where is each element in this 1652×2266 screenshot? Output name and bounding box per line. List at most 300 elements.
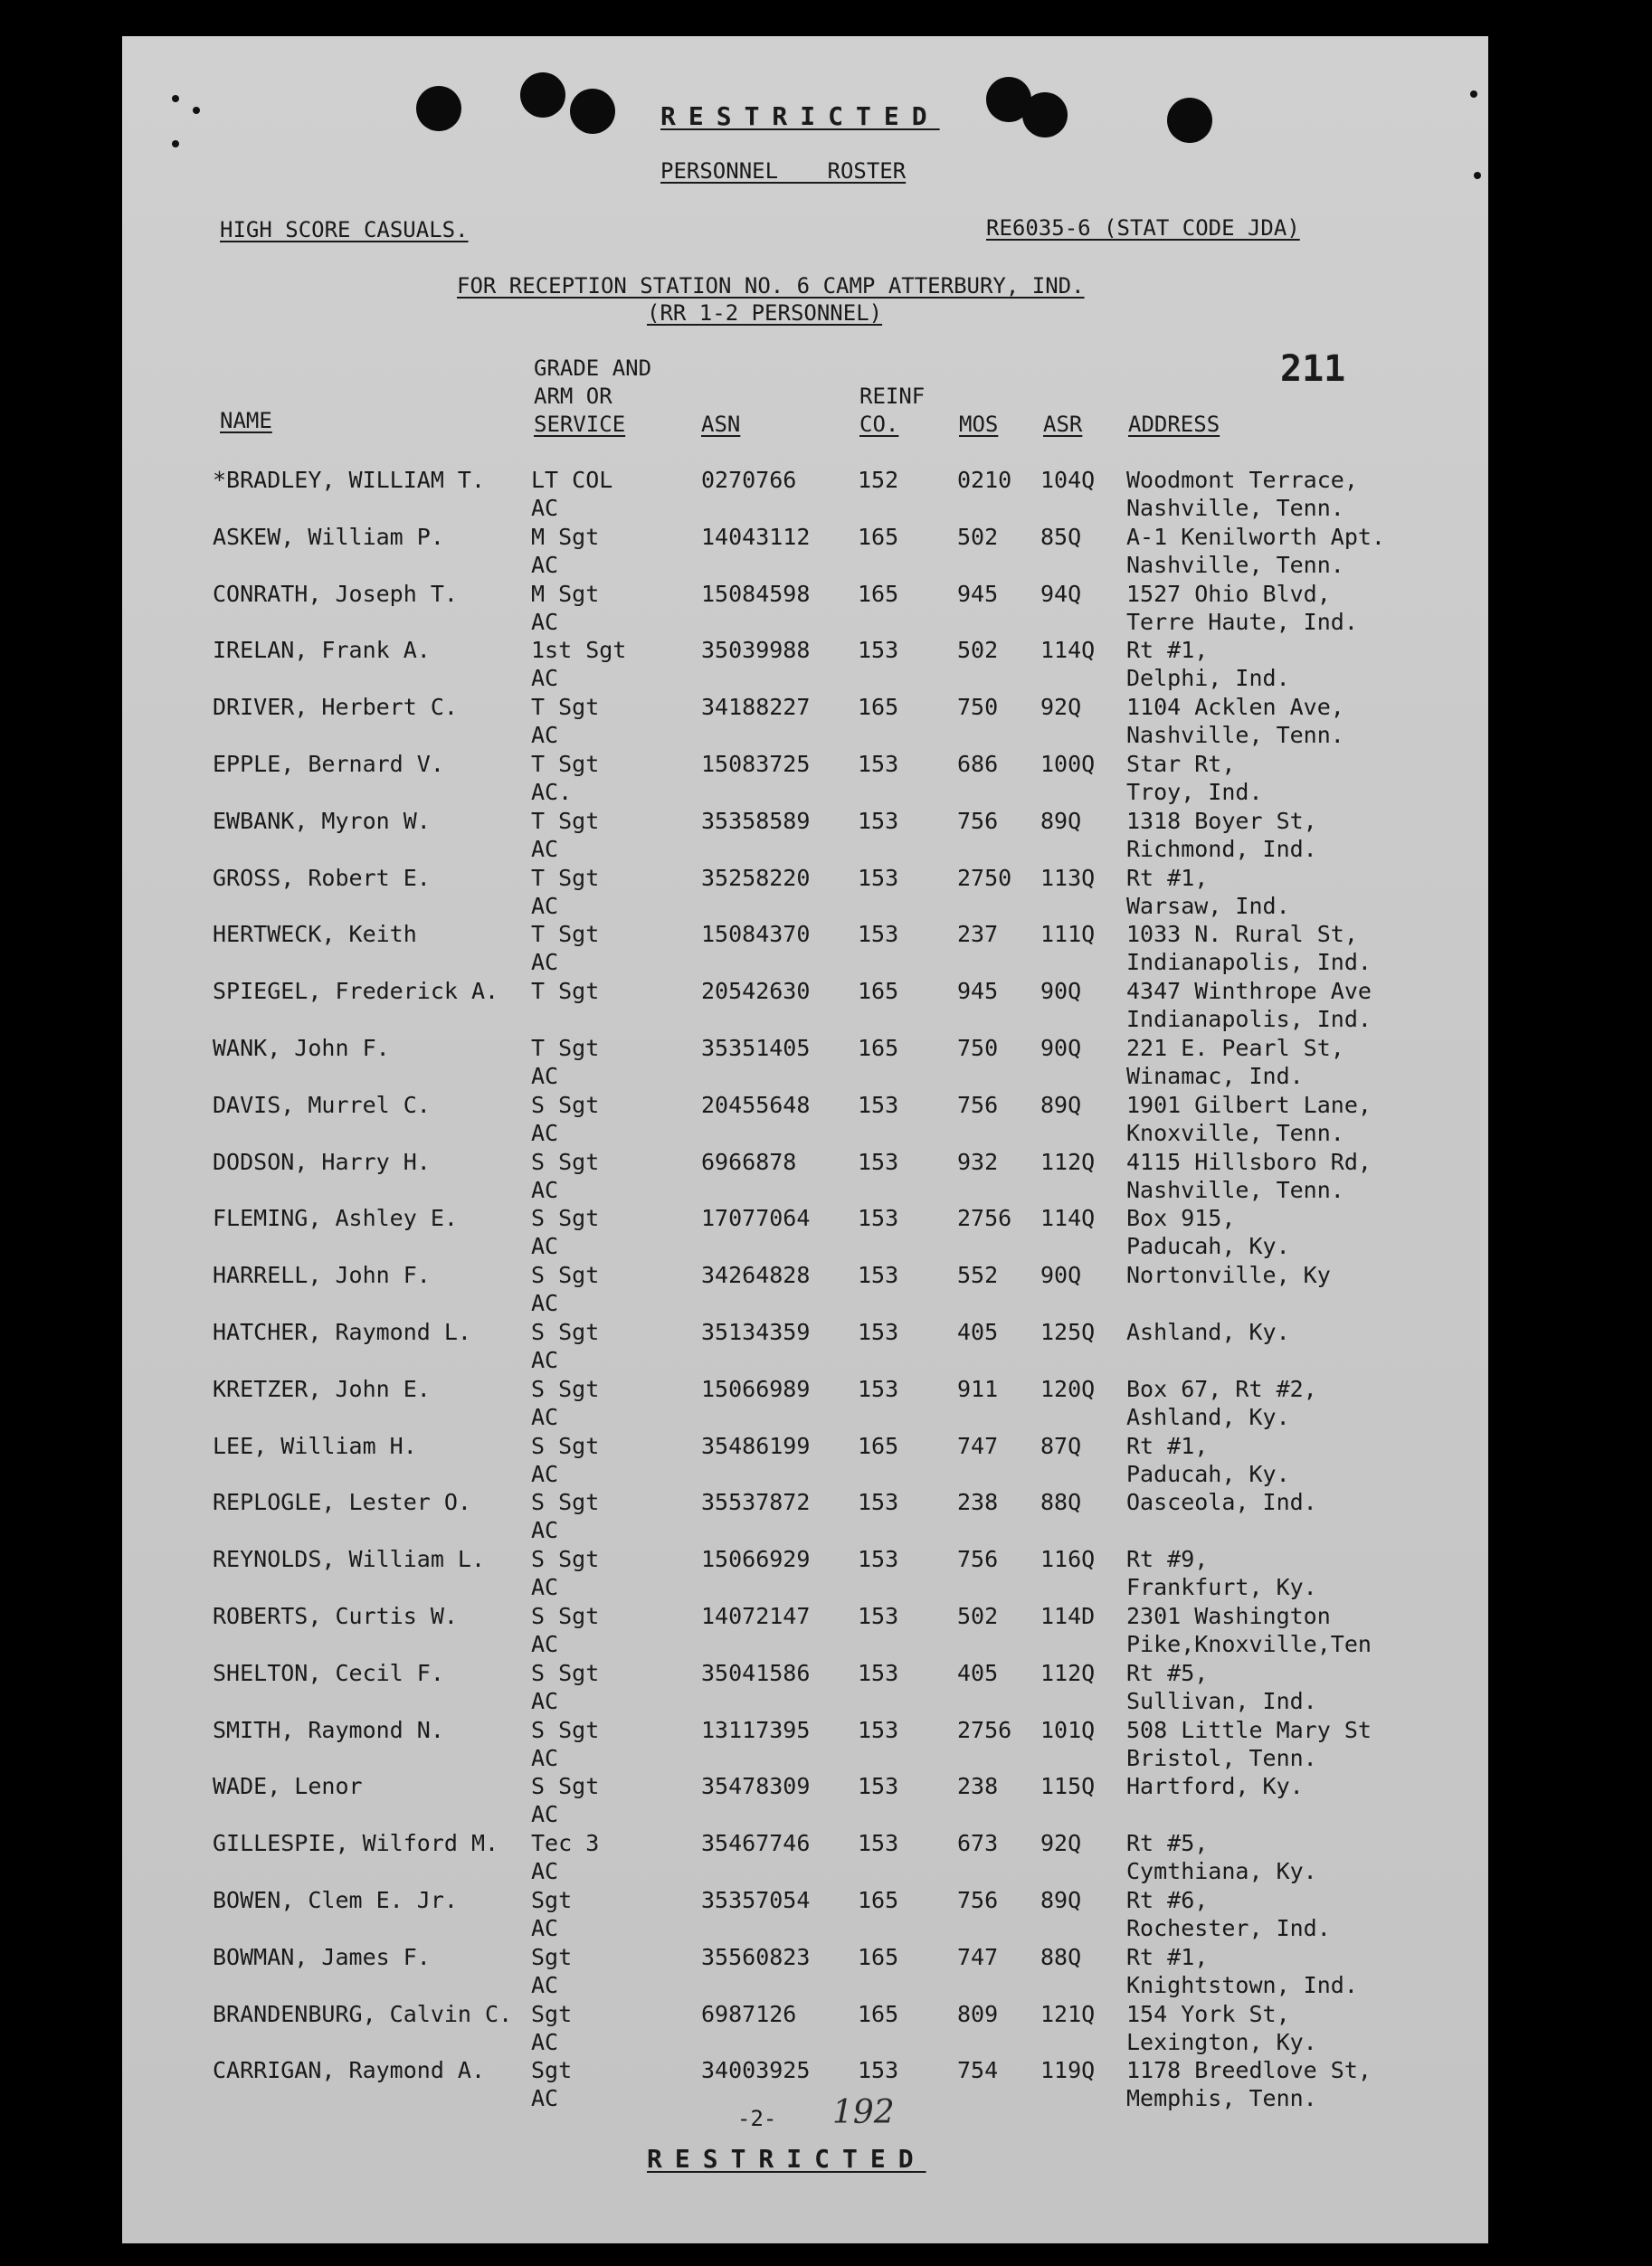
- address-line1-cell: Rt #1,: [1126, 864, 1209, 891]
- arm-cell: AC: [531, 892, 559, 919]
- address-line2-cell: Frankfurt, Ky.: [1126, 1574, 1317, 1601]
- grade-cell: S Sgt: [531, 1773, 600, 1800]
- address-line1-cell: 1178 Breedlove St,: [1126, 2057, 1372, 2084]
- address-line1-cell: 1318 Boyer St,: [1126, 807, 1317, 834]
- asr-cell: 92Q: [1040, 1830, 1082, 1857]
- asr-cell: 101Q: [1040, 1716, 1096, 1743]
- reinf-cell: 165: [858, 1943, 899, 1970]
- reinf-cell: 165: [858, 580, 899, 607]
- grade-cell: S Sgt: [531, 1148, 600, 1175]
- table-row: [122, 2056, 1488, 2112]
- reinf-cell: 153: [858, 1603, 899, 1629]
- punch-hole-decoration: [520, 72, 565, 118]
- punch-hole-decoration: [570, 89, 615, 134]
- reinf-cell: 153: [858, 751, 899, 777]
- address-line2-cell: Paducah, Ky.: [1126, 1233, 1290, 1260]
- arm-cell: AC: [531, 1971, 559, 1998]
- asn-cell: 13117395: [701, 1716, 811, 1743]
- col-reinf-header-line2: CO.: [859, 412, 899, 437]
- mos-cell: 405: [957, 1659, 999, 1686]
- mos-cell: 502: [957, 523, 999, 550]
- address-line1-cell: 221 E. Pearl St,: [1126, 1035, 1344, 1061]
- asr-cell: 92Q: [1040, 694, 1082, 721]
- asr-cell: 115Q: [1040, 1773, 1096, 1800]
- mos-cell: 686: [957, 751, 999, 777]
- asn-cell: 35041586: [701, 1659, 811, 1686]
- speck-decoration: [1470, 90, 1477, 98]
- asn-cell: 35467746: [701, 1830, 811, 1857]
- reinf-cell: 153: [858, 921, 899, 948]
- reinf-cell: 153: [858, 2057, 899, 2084]
- address-line2-cell: Indianapolis, Ind.: [1126, 1006, 1372, 1033]
- classification-top: RESTRICTED: [660, 101, 940, 131]
- asr-cell: 113Q: [1040, 864, 1096, 891]
- mos-cell: 747: [957, 1943, 999, 1970]
- asn-cell: 20455648: [701, 1091, 811, 1118]
- name-cell: FLEMING, Ashley E.: [213, 1205, 458, 1232]
- grade-cell: Sgt: [531, 1887, 573, 1913]
- table-row: [122, 636, 1488, 692]
- address-line1-cell: A-1 Kenilworth Apt.: [1126, 523, 1385, 550]
- name-cell: GILLESPIE, Wilford M.: [213, 1830, 499, 1857]
- name-cell: KRETZER, John E.: [213, 1375, 431, 1402]
- grade-cell: T Sgt: [531, 694, 600, 721]
- speck-decoration: [1474, 172, 1481, 179]
- address-line2-cell: Knightstown, Ind.: [1126, 1971, 1358, 1998]
- mos-cell: 750: [957, 1035, 999, 1061]
- name-cell: WANK, John F.: [213, 1035, 390, 1061]
- mos-cell: 238: [957, 1489, 999, 1516]
- reinf-cell: 165: [858, 2000, 899, 2027]
- asn-cell: 35560823: [701, 1943, 811, 1970]
- asr-cell: 121Q: [1040, 2000, 1096, 2027]
- speck-decoration: [172, 140, 179, 147]
- name-cell: ROBERTS, Curtis W.: [213, 1603, 458, 1629]
- name-cell: LEE, William H.: [213, 1432, 417, 1459]
- grade-cell: S Sgt: [531, 1659, 600, 1686]
- mos-cell: 756: [957, 1546, 999, 1573]
- asr-cell: 94Q: [1040, 580, 1082, 607]
- arm-cell: AC: [531, 1687, 559, 1714]
- grade-cell: 1st Sgt: [531, 637, 627, 664]
- address-line2-cell: Nashville, Tenn.: [1126, 1176, 1344, 1203]
- grade-cell: T Sgt: [531, 1035, 600, 1061]
- classification-bottom: RESTRICTED: [647, 2144, 926, 2174]
- arm-cell: AC: [531, 1744, 559, 1771]
- address-line1-cell: Rt #6,: [1126, 1887, 1209, 1913]
- table-row: [122, 466, 1488, 522]
- asn-cell: 35478309: [701, 1773, 811, 1800]
- asn-cell: 35358589: [701, 807, 811, 834]
- address-line2-cell: Nashville, Tenn.: [1126, 551, 1344, 578]
- address-line1-cell: 1104 Acklen Ave,: [1126, 694, 1344, 721]
- asr-cell: 104Q: [1040, 467, 1096, 493]
- address-line2-cell: Cymthiana, Ky.: [1126, 1858, 1317, 1885]
- col-name-header: NAME: [220, 408, 272, 433]
- mos-cell: 238: [957, 1773, 999, 1800]
- table-row: [122, 864, 1488, 920]
- reinf-cell: 152: [858, 467, 899, 493]
- asr-cell: 119Q: [1040, 2057, 1096, 2084]
- table-row: [122, 1772, 1488, 1828]
- address-line2-cell: Knoxville, Tenn.: [1126, 1119, 1344, 1146]
- document-page: [122, 36, 1488, 2243]
- asn-cell: 35351405: [701, 1035, 811, 1061]
- table-row: [122, 1943, 1488, 1999]
- reinf-cell: 165: [858, 694, 899, 721]
- arm-cell: AC: [531, 1517, 559, 1544]
- name-cell: ASKEW, William P.: [213, 523, 444, 550]
- name-cell: BRANDENBURG, Calvin C.: [213, 2000, 513, 2027]
- asn-cell: 35357054: [701, 1887, 811, 1913]
- asn-cell: 15084370: [701, 921, 811, 948]
- reinf-cell: 153: [858, 1546, 899, 1573]
- mos-cell: 2750: [957, 864, 1012, 891]
- mos-cell: 502: [957, 1603, 999, 1629]
- punch-hole-decoration: [416, 86, 461, 131]
- address-line2-cell: Nashville, Tenn.: [1126, 495, 1344, 521]
- table-row: [122, 1204, 1488, 1260]
- asr-cell: 116Q: [1040, 1546, 1096, 1573]
- asn-cell: 35258220: [701, 864, 811, 891]
- table-row: [122, 750, 1488, 806]
- asn-cell: 6966878: [701, 1148, 797, 1175]
- asr-cell: 114Q: [1040, 1205, 1096, 1232]
- asn-cell: 15066929: [701, 1546, 811, 1573]
- address-line1-cell: Rt #1,: [1126, 637, 1209, 664]
- reinf-cell: 153: [858, 1262, 899, 1289]
- grade-cell: S Sgt: [531, 1091, 600, 1118]
- address-line2-cell: Paducah, Ky.: [1126, 1460, 1290, 1487]
- arm-cell: AC: [531, 551, 559, 578]
- arm-cell: AC: [531, 1176, 559, 1203]
- mos-cell: 552: [957, 1262, 999, 1289]
- reinf-cell: 153: [858, 1489, 899, 1516]
- arm-cell: AC.: [531, 779, 573, 805]
- grade-cell: T Sgt: [531, 864, 600, 891]
- grade-cell: S Sgt: [531, 1262, 600, 1289]
- asr-cell: 100Q: [1040, 751, 1096, 777]
- address-line2-cell: Terre Haute, Ind.: [1126, 608, 1358, 635]
- mos-cell: 405: [957, 1319, 999, 1345]
- address-line1-cell: 1527 Ohio Blvd,: [1126, 580, 1331, 607]
- reinf-cell: 153: [858, 1319, 899, 1345]
- address-line2-cell: Warsaw, Ind.: [1126, 892, 1290, 919]
- name-cell: REYNOLDS, William L.: [213, 1546, 486, 1573]
- address-line1-cell: 1901 Gilbert Lane,: [1126, 1091, 1372, 1118]
- asn-cell: 35537872: [701, 1489, 811, 1516]
- table-row: [122, 1602, 1488, 1658]
- name-cell: IRELAN, Frank A.: [213, 637, 431, 664]
- table-row: [122, 1545, 1488, 1601]
- address-line1-cell: 154 York St,: [1126, 2000, 1290, 2027]
- mos-cell: 502: [957, 637, 999, 664]
- grade-cell: M Sgt: [531, 580, 600, 607]
- arm-cell: AC: [531, 495, 559, 521]
- speck-decoration: [193, 107, 200, 114]
- asr-cell: 125Q: [1040, 1319, 1096, 1345]
- reinf-cell: 153: [858, 1091, 899, 1118]
- arm-cell: AC: [531, 1403, 559, 1430]
- order-ref: RE6035-6 (STAT CODE JDA): [986, 215, 1300, 241]
- grade-cell: S Sgt: [531, 1319, 600, 1345]
- address-line1-cell: Rt #9,: [1126, 1546, 1209, 1573]
- arm-cell: AC: [531, 1574, 559, 1601]
- name-cell: EPPLE, Bernard V.: [213, 751, 444, 777]
- reinf-cell: 153: [858, 1716, 899, 1743]
- handwritten-number: 192: [832, 2094, 895, 2131]
- asr-cell: 120Q: [1040, 1375, 1096, 1402]
- asr-cell: 90Q: [1040, 978, 1082, 1005]
- col-grade-header-line1: GRADE AND: [534, 356, 652, 381]
- asr-cell: 90Q: [1040, 1035, 1082, 1061]
- asr-cell: 88Q: [1040, 1489, 1082, 1516]
- reinf-cell: 153: [858, 1375, 899, 1402]
- name-cell: BOWEN, Clem E. Jr.: [213, 1887, 458, 1913]
- grade-cell: Tec 3: [531, 1830, 600, 1857]
- asn-cell: 34264828: [701, 1262, 811, 1289]
- asr-cell: 89Q: [1040, 1091, 1082, 1118]
- address-line2-cell: Delphi, Ind.: [1126, 665, 1290, 692]
- grade-cell: T Sgt: [531, 978, 600, 1005]
- table-row: [122, 1148, 1488, 1204]
- mos-cell: 2756: [957, 1716, 1012, 1743]
- unit-label: HIGH SCORE CASUALS.: [220, 217, 469, 242]
- arm-cell: AC: [531, 1063, 559, 1089]
- col-reinf-header-line1: REINF: [859, 384, 926, 409]
- asr-cell: 85Q: [1040, 523, 1082, 550]
- address-line1-cell: Rt #1,: [1126, 1943, 1209, 1970]
- address-line1-cell: Rt #1,: [1126, 1432, 1209, 1459]
- grade-cell: T Sgt: [531, 751, 600, 777]
- asr-cell: 87Q: [1040, 1432, 1082, 1459]
- punch-hole-decoration: [1022, 92, 1068, 137]
- grade-cell: T Sgt: [531, 921, 600, 948]
- address-line2-cell: Ashland, Ky.: [1126, 1403, 1290, 1430]
- asn-cell: 20542630: [701, 978, 811, 1005]
- reinf-cell: 165: [858, 978, 899, 1005]
- mos-cell: 673: [957, 1830, 999, 1857]
- col-grade-header-line2: ARM OR: [534, 384, 612, 409]
- address-line2-cell: Sullivan, Ind.: [1126, 1687, 1317, 1714]
- address-line1-cell: 4347 Winthrope Ave: [1126, 978, 1372, 1005]
- asn-cell: 17077064: [701, 1205, 811, 1232]
- arm-cell: AC: [531, 1290, 559, 1317]
- asn-cell: 14043112: [701, 523, 811, 550]
- asn-cell: 6987126: [701, 2000, 797, 2027]
- table-row: [122, 1261, 1488, 1317]
- reinf-cell: 153: [858, 1773, 899, 1800]
- name-cell: REPLOGLE, Lester O.: [213, 1489, 471, 1516]
- name-cell: CONRATH, Joseph T.: [213, 580, 458, 607]
- reinf-cell: 165: [858, 1432, 899, 1459]
- address-line1-cell: Star Rt,: [1126, 751, 1236, 777]
- mos-cell: 0210: [957, 467, 1012, 493]
- punch-hole-decoration: [1167, 98, 1212, 143]
- asn-cell: 35134359: [701, 1319, 811, 1345]
- reinf-cell: 165: [858, 1887, 899, 1913]
- col-mos-header: MOS: [959, 412, 999, 437]
- address-line2-cell: Nashville, Tenn.: [1126, 722, 1344, 749]
- arm-cell: AC: [531, 1233, 559, 1260]
- grade-cell: S Sgt: [531, 1546, 600, 1573]
- grade-cell: LT COL: [531, 467, 613, 493]
- mos-cell: 809: [957, 2000, 999, 2027]
- reinf-cell: 165: [858, 1035, 899, 1061]
- mos-cell: 911: [957, 1375, 999, 1402]
- col-grade-header-line3: SERVICE: [534, 412, 626, 437]
- address-line1-cell: 1033 N. Rural St,: [1126, 921, 1358, 948]
- address-line1-cell: 4115 Hillsboro Rd,: [1126, 1148, 1372, 1175]
- subtitle: (RR 1-2 PERSONNEL): [647, 300, 883, 326]
- table-row: [122, 1829, 1488, 1885]
- reinf-cell: 153: [858, 1205, 899, 1232]
- address-line1-cell: Ashland, Ky.: [1126, 1319, 1290, 1345]
- address-line2-cell: Richmond, Ind.: [1126, 835, 1317, 862]
- grade-cell: S Sgt: [531, 1375, 600, 1402]
- mos-cell: 747: [957, 1432, 999, 1459]
- arm-cell: AC: [531, 1347, 559, 1373]
- name-cell: WADE, Lenor: [213, 1773, 363, 1800]
- arm-cell: AC: [531, 608, 559, 635]
- mos-cell: 2756: [957, 1205, 1012, 1232]
- arm-cell: AC: [531, 1631, 559, 1657]
- asn-cell: 34003925: [701, 2057, 811, 2084]
- name-cell: SPIEGEL, Frederick A.: [213, 978, 499, 1005]
- name-cell: EWBANK, Myron W.: [213, 807, 431, 834]
- arm-cell: AC: [531, 1119, 559, 1146]
- table-row: [122, 1886, 1488, 1942]
- grade-cell: S Sgt: [531, 1432, 600, 1459]
- table-row: [122, 580, 1488, 636]
- name-cell: SHELTON, Cecil F.: [213, 1659, 444, 1686]
- grade-cell: M Sgt: [531, 523, 600, 550]
- grade-cell: Sgt: [531, 2057, 573, 2084]
- address-line2-cell: Indianapolis, Ind.: [1126, 949, 1372, 976]
- address-line1-cell: Hartford, Ky.: [1126, 1773, 1304, 1800]
- name-cell: SMITH, Raymond N.: [213, 1716, 444, 1743]
- table-row: [122, 1375, 1488, 1431]
- arm-cell: AC: [531, 722, 559, 749]
- arm-cell: AC: [531, 1858, 559, 1885]
- grade-cell: S Sgt: [531, 1205, 600, 1232]
- address-line2-cell: Pike,Knoxville,Ten: [1126, 1631, 1372, 1657]
- reinf-cell: 153: [858, 864, 899, 891]
- reinf-cell: 153: [858, 807, 899, 834]
- arm-cell: AC: [531, 2085, 559, 2112]
- asn-cell: 35486199: [701, 1432, 811, 1459]
- address-line1-cell: Oasceola, Ind.: [1126, 1489, 1317, 1516]
- name-cell: HATCHER, Raymond L.: [213, 1319, 471, 1345]
- grade-cell: T Sgt: [531, 807, 600, 834]
- address-line1-cell: Box 915,: [1126, 1205, 1236, 1232]
- name-cell: BOWMAN, James F.: [213, 1943, 431, 1970]
- name-cell: HARRELL, John F.: [213, 1262, 431, 1289]
- asn-cell: 15066989: [701, 1375, 811, 1402]
- asn-cell: 15084598: [701, 580, 811, 607]
- address-line1-cell: 508 Little Mary St: [1126, 1716, 1372, 1743]
- mos-cell: 756: [957, 1091, 999, 1118]
- table-row: [122, 1488, 1488, 1544]
- arm-cell: AC: [531, 1915, 559, 1941]
- arm-cell: AC: [531, 665, 559, 692]
- address-line2-cell: Memphis, Tenn.: [1126, 2085, 1317, 2112]
- reinf-cell: 153: [858, 1148, 899, 1175]
- page-stamp: 211: [1280, 348, 1346, 390]
- grade-cell: Sgt: [531, 1943, 573, 1970]
- table-row: [122, 920, 1488, 976]
- reinf-cell: 153: [858, 1659, 899, 1686]
- table-row: [122, 1034, 1488, 1090]
- mos-cell: 754: [957, 2057, 999, 2084]
- grade-cell: S Sgt: [531, 1603, 600, 1629]
- table-row: [122, 523, 1488, 579]
- asr-cell: 89Q: [1040, 1887, 1082, 1913]
- name-cell: *BRADLEY, WILLIAM T.: [213, 467, 486, 493]
- table-row: [122, 1659, 1488, 1715]
- mos-cell: 932: [957, 1148, 999, 1175]
- address-line2-cell: Lexington, Ky.: [1126, 2028, 1317, 2055]
- mos-cell: 237: [957, 921, 999, 948]
- grade-cell: S Sgt: [531, 1716, 600, 1743]
- asr-cell: 88Q: [1040, 1943, 1082, 1970]
- name-cell: HERTWECK, Keith: [213, 921, 417, 948]
- arm-cell: AC: [531, 1801, 559, 1828]
- address-line1-cell: Woodmont Terrace,: [1126, 467, 1358, 493]
- asn-cell: 35039988: [701, 637, 811, 664]
- asr-cell: 114Q: [1040, 637, 1096, 664]
- page-number: -2-: [737, 2106, 777, 2131]
- asr-cell: 114D: [1040, 1603, 1096, 1629]
- grade-cell: Sgt: [531, 2000, 573, 2027]
- arm-cell: AC: [531, 835, 559, 862]
- name-cell: GROSS, Robert E.: [213, 864, 431, 891]
- address-line1-cell: Rt #5,: [1126, 1659, 1209, 1686]
- asr-cell: 89Q: [1040, 807, 1082, 834]
- mos-cell: 945: [957, 580, 999, 607]
- address-line1-cell: Box 67, Rt #2,: [1126, 1375, 1317, 1402]
- table-row: [122, 2000, 1488, 2056]
- asr-cell: 112Q: [1040, 1659, 1096, 1686]
- address-line1-cell: Nortonville, Ky: [1126, 1262, 1331, 1289]
- table-row: [122, 1091, 1488, 1147]
- reinf-cell: 153: [858, 637, 899, 664]
- table-row: [122, 693, 1488, 749]
- mos-cell: 945: [957, 978, 999, 1005]
- destination-line: FOR RECEPTION STATION NO. 6 CAMP ATTERBURY, IND.: [457, 273, 1085, 299]
- table-row: [122, 1716, 1488, 1772]
- asr-cell: 112Q: [1040, 1148, 1096, 1175]
- asn-cell: 15083725: [701, 751, 811, 777]
- arm-cell: AC: [531, 949, 559, 976]
- table-row: [122, 1432, 1488, 1488]
- address-line2-cell: Troy, Ind.: [1126, 779, 1263, 805]
- mos-cell: 756: [957, 1887, 999, 1913]
- col-asr-header: ASR: [1043, 412, 1083, 437]
- address-line2-cell: Bristol, Tenn.: [1126, 1744, 1317, 1771]
- reinf-cell: 153: [858, 1830, 899, 1857]
- table-row: [122, 977, 1488, 1033]
- table-row: [122, 1318, 1488, 1374]
- address-line2-cell: Rochester, Ind.: [1126, 1915, 1331, 1941]
- mos-cell: 756: [957, 807, 999, 834]
- arm-cell: AC: [531, 2028, 559, 2055]
- name-cell: DODSON, Harry H.: [213, 1148, 431, 1175]
- asr-cell: 111Q: [1040, 921, 1096, 948]
- asr-cell: 90Q: [1040, 1262, 1082, 1289]
- grade-cell: S Sgt: [531, 1489, 600, 1516]
- name-cell: DRIVER, Herbert C.: [213, 694, 458, 721]
